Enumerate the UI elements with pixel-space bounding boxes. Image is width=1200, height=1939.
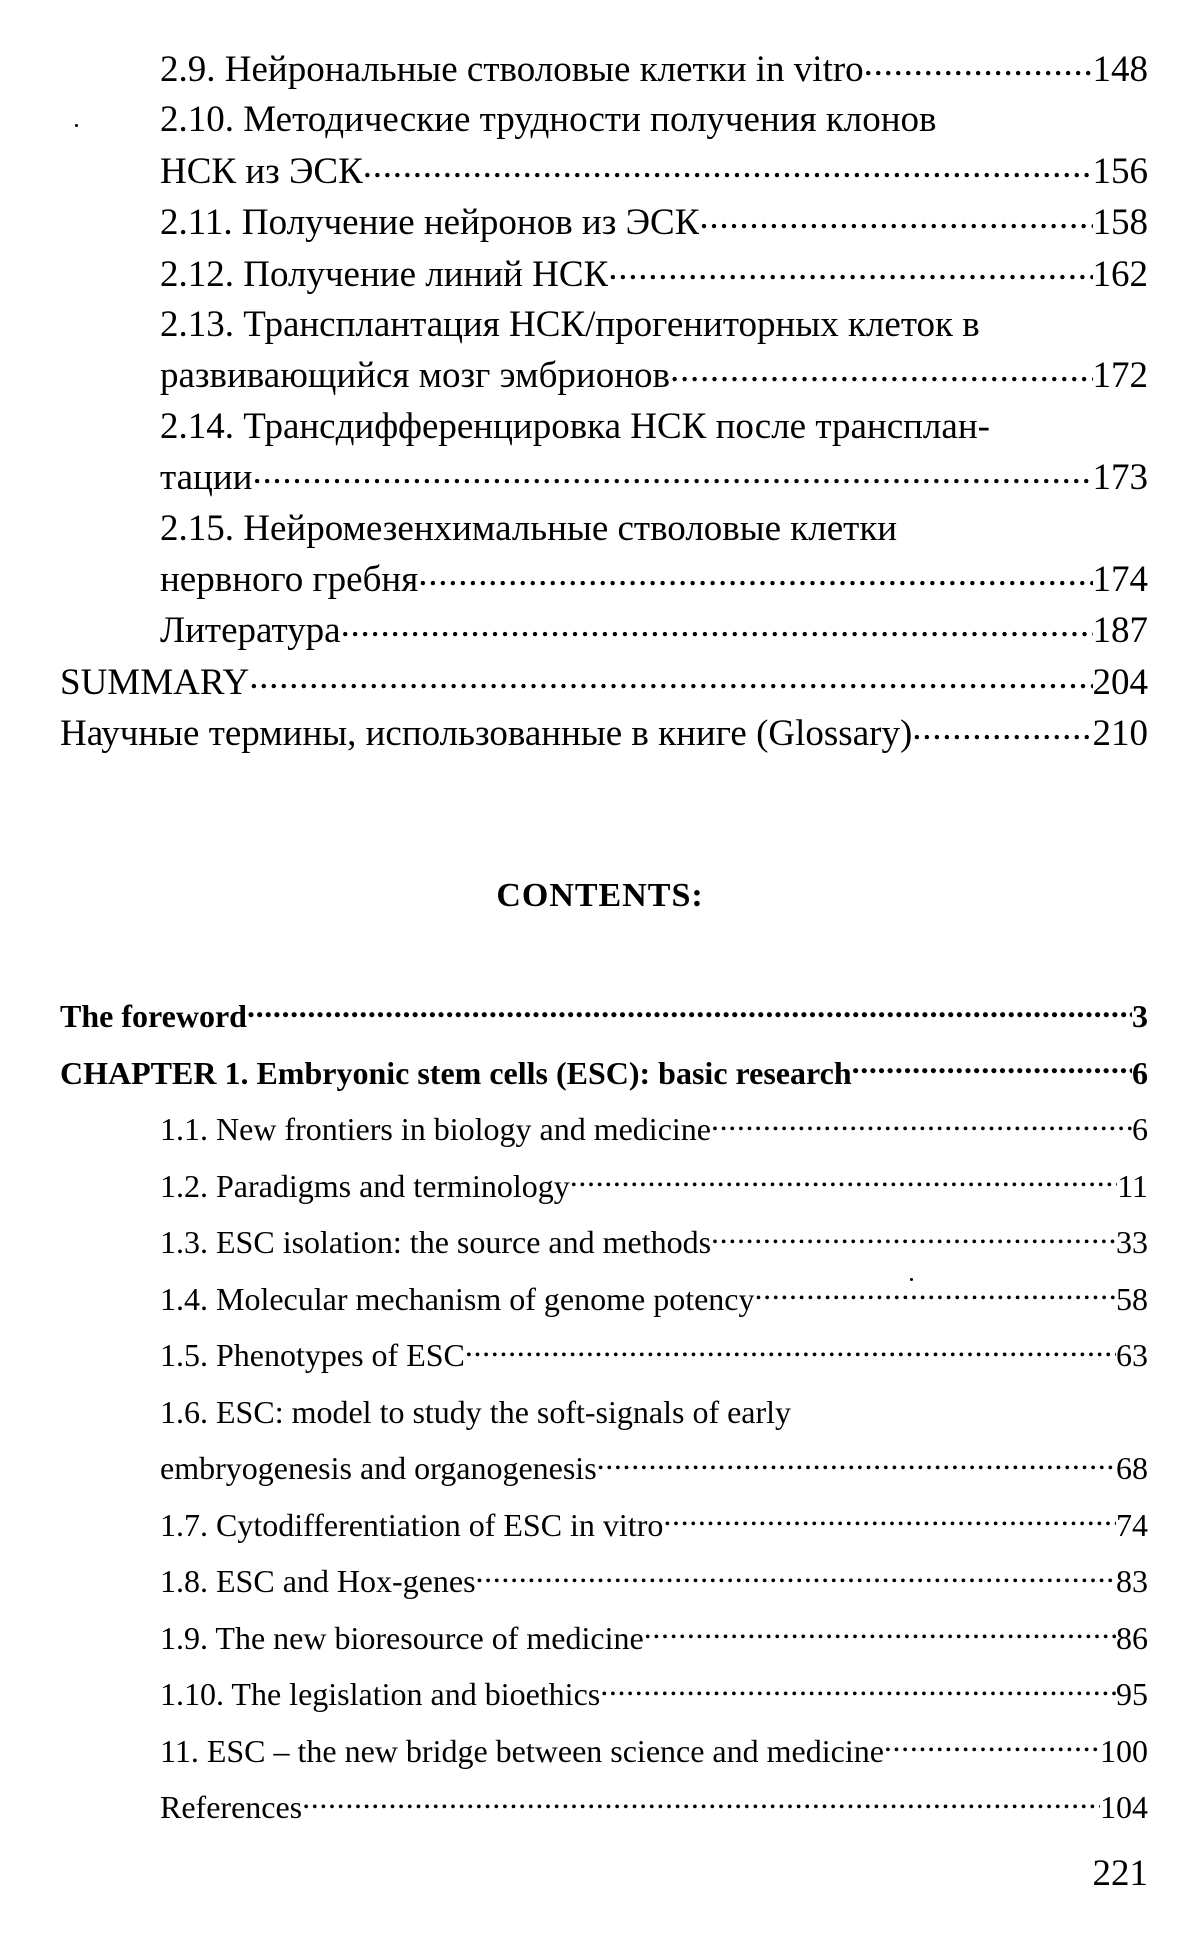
toc-entry-page: 6: [1132, 1111, 1148, 1147]
dot-leader: [252, 452, 1092, 489]
toc-entry-title: 1.5. Phenotypes of ESC: [160, 1337, 465, 1373]
toc-entry: [0, 988, 1200, 1045]
toc-entry: [0, 44, 1200, 95]
toc-entry-title: 1.10. The legislation and bioethics: [160, 1676, 601, 1712]
dot-leader: [476, 1560, 1116, 1592]
dot-leader: [670, 350, 1093, 387]
dot-leader: [597, 1447, 1116, 1479]
toc-entry-page: 156: [1092, 150, 1148, 192]
toc-entry-page: 204: [1092, 661, 1148, 703]
toc-entry: [0, 1045, 1200, 1102]
toc-entry-page: 162: [1092, 253, 1148, 295]
dot-leader: [363, 146, 1093, 183]
toc-entry-title-first-line: 1.6. ESC: model to study the soft-signals of early: [160, 1393, 792, 1430]
toc-entry-title: References: [160, 1789, 303, 1825]
toc-entry-title: 1.3. ESC isolation: the source and methods: [160, 1224, 712, 1260]
toc-entry-title: 2.11. Получение нейронов из ЭСК: [160, 202, 700, 244]
toc-entry-title: 1.8. ESC and Hox-genes: [160, 1563, 476, 1599]
toc-entry-page: 174: [1092, 559, 1148, 601]
dot-leader: [754, 1278, 1116, 1310]
toc-entry-title: 2.9. Нейрональные стволовые клетки in vitro: [160, 49, 864, 90]
toc-entry-page: 187: [1092, 610, 1148, 652]
toc-entry-title: 2.12. Получение линий НСК: [160, 253, 609, 295]
toc-entry-page: 172: [1092, 355, 1148, 397]
toc-entry-page: 68: [1116, 1450, 1148, 1486]
toc-entry-title: 1.7. Cytodifferentiation of ESC in vitro: [160, 1506, 664, 1543]
toc-entry-page: 83: [1116, 1563, 1148, 1599]
dot-leader: [247, 995, 1132, 1027]
dot-leader: [465, 1334, 1116, 1366]
toc-entry: [0, 1101, 1200, 1158]
dot-leader: [644, 1617, 1116, 1649]
toc-entry-page: 3: [1132, 998, 1148, 1034]
dot-leader: [884, 1730, 1100, 1762]
toc-entry-page: 148: [1092, 49, 1148, 90]
toc-entry-title-first-line: 2.13. Трансплантация НСК/прогениторных клеток в: [160, 304, 980, 346]
toc-entry-page: 173: [1092, 457, 1148, 499]
dot-leader: [608, 249, 1092, 286]
toc-entry: [0, 1327, 1200, 1384]
toc-entry: [0, 1214, 1200, 1271]
dot-leader: [711, 1221, 1116, 1253]
toc-entry-title: развивающийся мозг эмбрионов: [160, 355, 670, 397]
toc-entry-page: 33: [1116, 1224, 1148, 1260]
toc-entry: [0, 1497, 1200, 1554]
toc-entry-title: CHAPTER 1. Embryonic stem cells (ESC): basic research: [60, 1054, 852, 1091]
toc-entry-title: SUMMARY: [60, 661, 250, 703]
toc-entry: [0, 1723, 1200, 1780]
toc-entry: [0, 95, 1200, 197]
toc-entry: [0, 1158, 1200, 1215]
contents-heading: CONTENTS:: [496, 877, 704, 914]
russian-table-of-contents: [0, 44, 1200, 760]
english-table-of-contents: [0, 988, 1200, 1836]
toc-entry-title: The foreword: [60, 998, 247, 1034]
dot-leader: [864, 44, 1093, 81]
toc-entry: [0, 1271, 1200, 1328]
dot-leader: [852, 1052, 1132, 1084]
dot-leader: [663, 1504, 1116, 1536]
toc-entry-title-first-line: 2.14. Трансдифференцировка НСК после трансплан-: [160, 405, 990, 447]
dot-leader: [418, 554, 1092, 591]
toc-entry: [0, 657, 1200, 708]
dot-leader: [302, 1786, 1100, 1818]
toc-entry-title-first-line: 2.15. Нейромезенхимальные стволовые клетки: [160, 507, 898, 549]
toc-entry: [0, 1384, 1200, 1497]
toc-entry: [0, 1666, 1200, 1723]
toc-entry-title: Научные термины, использованные в книге (Glossary): [60, 713, 913, 755]
toc-entry-page: 158: [1092, 202, 1148, 244]
toc-entry-page: 86: [1116, 1619, 1148, 1656]
toc-entry: [0, 1779, 1200, 1836]
toc-entry: [0, 402, 1200, 504]
toc-entry: [0, 1553, 1200, 1610]
toc-entry-title-first-line: 2.10. Методические трудности получения клонов: [160, 99, 937, 141]
toc-entry-title: тации: [160, 457, 253, 499]
dot-leader: [912, 708, 1092, 745]
toc-entry: [0, 708, 1200, 759]
toc-entry-title: Литература: [160, 610, 341, 652]
toc-entry: [0, 300, 1200, 402]
toc-entry-page: 210: [1092, 713, 1148, 755]
toc-entry: [0, 605, 1200, 656]
toc-entry: [0, 249, 1200, 300]
toc-entry-page: 58: [1116, 1280, 1148, 1317]
toc-entry-page: 74: [1116, 1506, 1148, 1543]
dot-leader: [570, 1165, 1117, 1197]
toc-entry-title: 11. ESC – the new bridge between science and medicine: [160, 1732, 884, 1769]
toc-entry-page: 6: [1132, 1054, 1148, 1091]
toc-entry-title: 1.4. Molecular mechanism of genome potency: [160, 1280, 755, 1317]
toc-entry-title: 1.9. The new bioresource of medicine: [160, 1619, 644, 1656]
dot-leader: [249, 657, 1092, 694]
toc-entry-page: 104: [1100, 1789, 1148, 1825]
toc-entry: [0, 197, 1200, 248]
dot-leader: [711, 1108, 1132, 1140]
toc-entry-page: 100: [1100, 1732, 1148, 1769]
toc-entry-page: 63: [1116, 1337, 1148, 1373]
toc-entry: [0, 504, 1200, 606]
dot-leader: [341, 605, 1093, 642]
dot-leader: [699, 197, 1092, 234]
toc-entry-page: 11: [1117, 1167, 1148, 1204]
toc-entry: [0, 1610, 1200, 1667]
toc-entry-page: 95: [1116, 1676, 1148, 1712]
dot-leader: [600, 1673, 1116, 1705]
page-number: 221: [1092, 1853, 1148, 1894]
toc-entry-title: embryogenesis and organogenesis: [160, 1450, 597, 1486]
toc-entry-title: 1.2. Paradigms and terminology: [160, 1167, 570, 1204]
toc-entry-title: НСК из ЭСК: [160, 150, 363, 192]
toc-entry-title: нервного гребня: [160, 559, 419, 601]
toc-entry-title: 1.1. New frontiers in biology and medicine: [160, 1111, 711, 1147]
